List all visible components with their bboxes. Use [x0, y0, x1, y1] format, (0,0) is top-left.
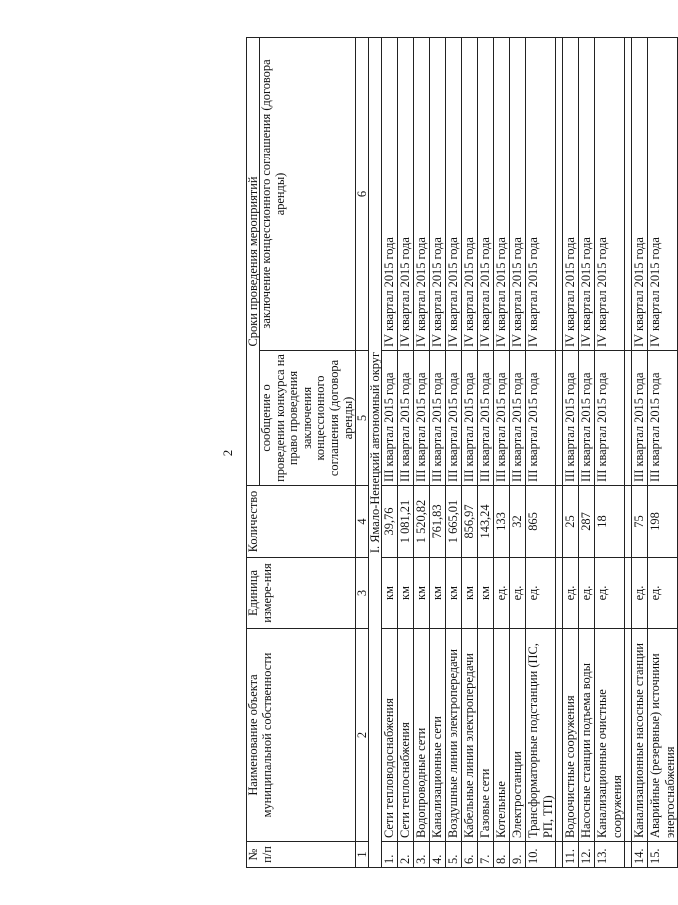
tender-cell: III квартал 2015 года [632, 351, 648, 486]
conclusion-cell: IV квартал 2015 года [563, 38, 579, 351]
object-name: Канализационные насосные станции [632, 629, 648, 842]
header-conclusion: заключение концессионного соглашения (договора аренды) [260, 38, 356, 351]
object-name: Водопроводные сети [414, 629, 430, 842]
row-number: 8. [494, 842, 510, 868]
qty-cell: 198 [648, 486, 678, 558]
qty-cell: 18 [595, 486, 625, 558]
column-number: 2 [356, 629, 369, 842]
header-terms: Сроки проведения мероприятий [247, 38, 260, 486]
qty-cell: 1 081,21 [398, 486, 414, 558]
table-row [398, 38, 414, 868]
tender-cell: III квартал 2015 года [510, 351, 526, 486]
unit-cell: км [414, 558, 430, 629]
conclusion-cell: IV квартал 2015 года [478, 38, 494, 351]
row-number: 11. [563, 842, 579, 868]
tender-cell: III квартал 2015 года [430, 351, 446, 486]
unit-cell: ед. [579, 558, 595, 629]
row-number: 12. [579, 842, 595, 868]
table-row [526, 38, 556, 868]
conclusion-cell: IV квартал 2015 года [510, 38, 526, 351]
table-row [462, 38, 478, 868]
qty-cell: 25 [563, 486, 579, 558]
tender-cell: III квартал 2015 года [526, 351, 556, 486]
row-number: 13. [595, 842, 625, 868]
qty-cell: 143,24 [478, 486, 494, 558]
column-number: 3 [356, 558, 369, 629]
section-row [369, 38, 382, 868]
row-number: 15. [648, 842, 678, 868]
row-number: 14. [632, 842, 648, 868]
unit-cell: ед. [526, 558, 556, 629]
table-row [632, 38, 648, 868]
object-name: Сети тепловодоснабжения [382, 629, 398, 842]
header-tender: сообщение о проведении конкурса на право проведения заключения концессионного соглашения (договора аренды) [260, 351, 356, 486]
spacer-row [556, 38, 563, 868]
table-row [595, 38, 625, 868]
conclusion-cell: IV квартал 2015 года [595, 38, 625, 351]
column-number: 5 [356, 351, 369, 486]
header-name: Наименование объекта муниципальной собственности [247, 629, 356, 842]
object-name: Воздушные линии электропередачи [446, 629, 462, 842]
qty-cell: 865 [526, 486, 556, 558]
table-row [648, 38, 678, 868]
conclusion-cell: IV квартал 2015 года [430, 38, 446, 351]
table-row [494, 38, 510, 868]
unit-cell: км [382, 558, 398, 629]
row-number: 9. [510, 842, 526, 868]
conclusion-cell: IV квартал 2015 года [632, 38, 648, 351]
unit-cell: ед. [563, 558, 579, 629]
conclusion-cell: IV квартал 2015 года [526, 38, 556, 351]
column-number: 4 [356, 486, 369, 558]
table-row [510, 38, 526, 868]
object-name: Электростанции [510, 629, 526, 842]
unit-cell: ед. [632, 558, 648, 629]
qty-cell: 32 [510, 486, 526, 558]
qty-cell: 1 520,82 [414, 486, 430, 558]
tender-cell: III квартал 2015 года [398, 351, 414, 486]
conclusion-cell: IV квартал 2015 года [648, 38, 678, 351]
unit-cell: км [462, 558, 478, 629]
unit-cell: ед. [494, 558, 510, 629]
row-number: 3. [414, 842, 430, 868]
unit-cell: ед. [595, 558, 625, 629]
tender-cell: III квартал 2015 года [446, 351, 462, 486]
qty-cell: 761,83 [430, 486, 446, 558]
tender-cell: III квартал 2015 года [648, 351, 678, 486]
conclusion-cell: IV квартал 2015 года [494, 38, 510, 351]
header-row [247, 38, 260, 868]
conclusion-cell: IV квартал 2015 года [382, 38, 398, 351]
tender-cell: III квартал 2015 года [563, 351, 579, 486]
row-number: 1. [382, 842, 398, 868]
qty-cell: 1 665,01 [446, 486, 462, 558]
conclusion-cell: IV квартал 2015 года [414, 38, 430, 351]
column-number: 6 [356, 38, 369, 351]
unit-cell: км [446, 558, 462, 629]
conclusion-cell: IV квартал 2015 года [398, 38, 414, 351]
conclusion-cell: IV квартал 2015 года [579, 38, 595, 351]
row-number: 6. [462, 842, 478, 868]
object-name: Сети теплоснабжения [398, 629, 414, 842]
column-number-row [356, 38, 369, 868]
object-name: Водоочистные сооружения [563, 629, 579, 842]
table-row [579, 38, 595, 868]
object-name: Газовые сети [478, 629, 494, 842]
conclusion-cell: IV квартал 2015 года [462, 38, 478, 351]
unit-cell: ед. [648, 558, 678, 629]
unit-cell: км [398, 558, 414, 629]
object-name: Кабельные линии электропередачи [462, 629, 478, 842]
object-name: Котельные [494, 629, 510, 842]
table-row [382, 38, 398, 868]
row-number: 2. [398, 842, 414, 868]
column-number: 1 [356, 842, 369, 868]
qty-cell: 856,97 [462, 486, 478, 558]
row-number: 4. [430, 842, 446, 868]
unit-cell: км [430, 558, 446, 629]
row-number: 5. [446, 842, 462, 868]
object-name: Насосные станции подъема воды [579, 629, 595, 842]
header-qty: Количество [247, 486, 356, 558]
header-unit: Единица измере-ния [247, 558, 356, 629]
qty-cell: 75 [632, 486, 648, 558]
table-row [414, 38, 430, 868]
tender-cell: III квартал 2015 года [382, 351, 398, 486]
unit-cell: км [478, 558, 494, 629]
tender-cell: III квартал 2015 года [579, 351, 595, 486]
header-num: № п/п [247, 842, 356, 868]
section-title: I. Ямало-Ненецкий автономный округ [369, 38, 382, 868]
tender-cell: III квартал 2015 года [462, 351, 478, 486]
tender-cell: III квартал 2015 года [478, 351, 494, 486]
unit-cell: ед. [510, 558, 526, 629]
qty-cell: 39,76 [382, 486, 398, 558]
tender-cell: III квартал 2015 года [494, 351, 510, 486]
row-number: 10. [526, 842, 556, 868]
table-row [430, 38, 446, 868]
object-name: Канализационные очистные сооружения [595, 629, 625, 842]
spacer-row [625, 38, 632, 868]
table-row [563, 38, 579, 868]
tender-cell: III квартал 2015 года [595, 351, 625, 486]
conclusion-cell: IV квартал 2015 года [446, 38, 462, 351]
object-name: Аварийные (резервные) источники энергоснабжения [648, 629, 678, 842]
table-row [446, 38, 462, 868]
object-name: Трансформаторные подстанции (ПС, РП, ТП) [526, 629, 556, 842]
object-table [246, 37, 678, 868]
qty-cell: 133 [494, 486, 510, 558]
table-row [478, 38, 494, 868]
object-name: Канализационные сети [430, 629, 446, 842]
row-number: 7. [478, 842, 494, 868]
qty-cell: 287 [579, 486, 595, 558]
tender-cell: III квартал 2015 года [414, 351, 430, 486]
